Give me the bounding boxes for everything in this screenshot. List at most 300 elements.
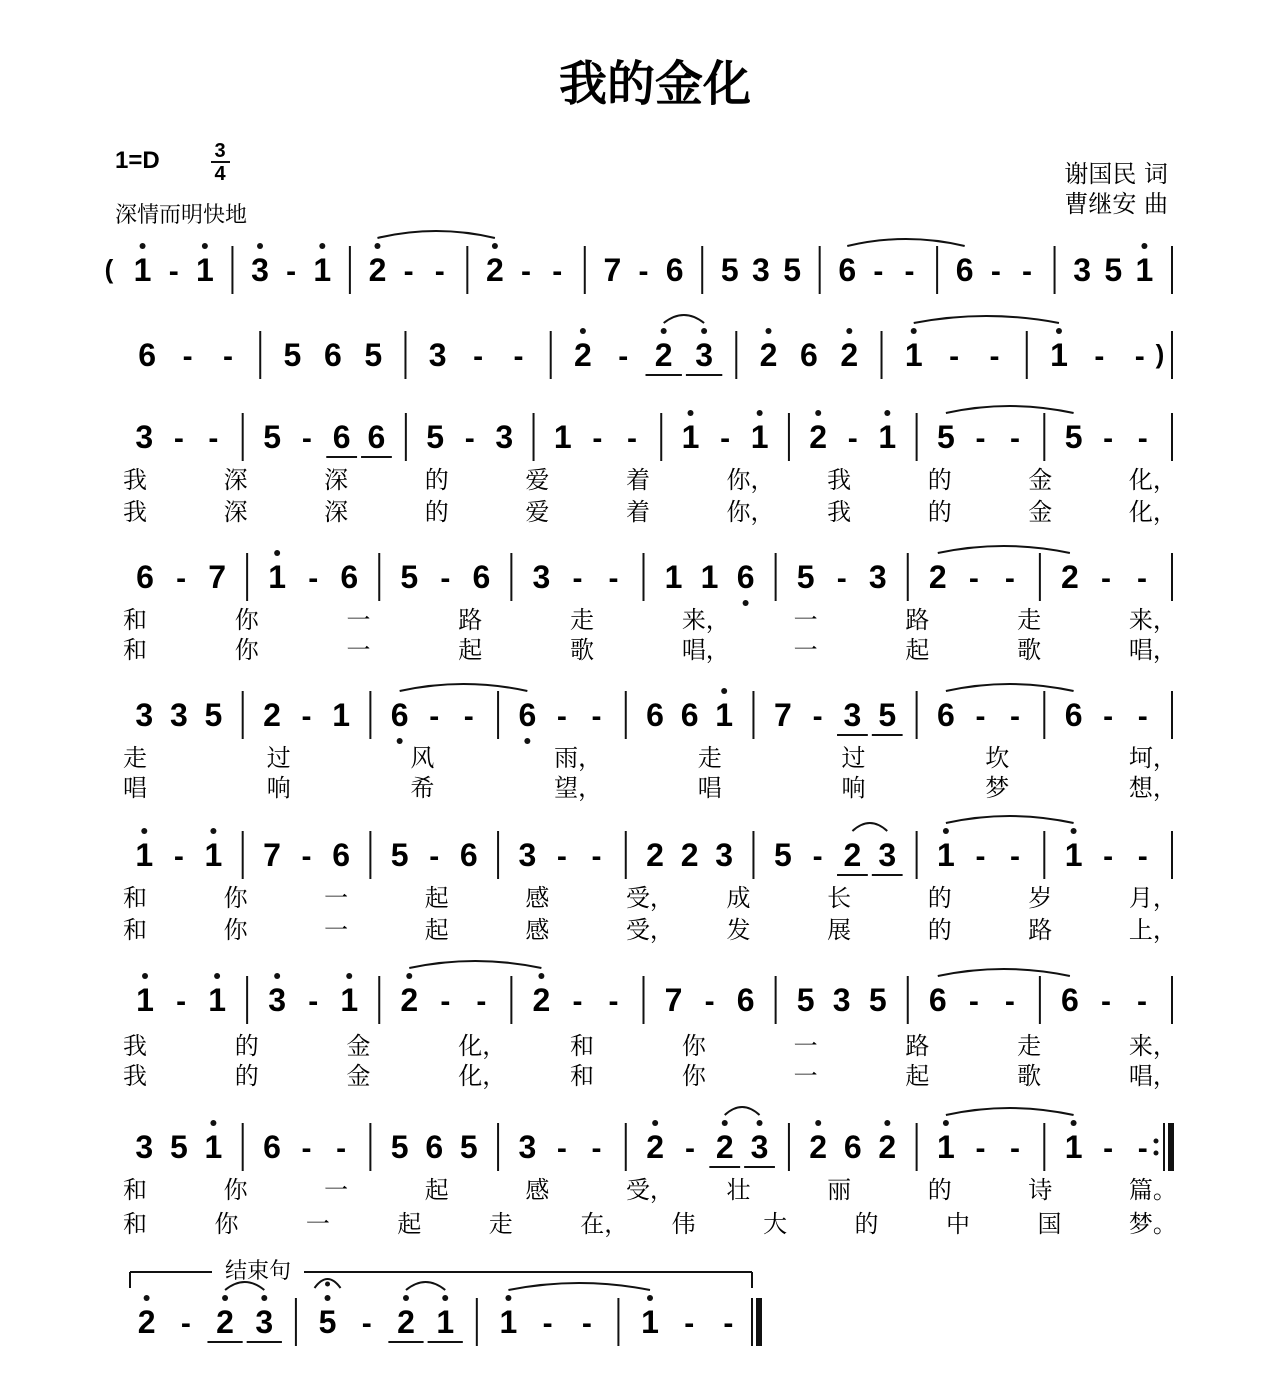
note: 3 — [532, 559, 551, 595]
high-dot — [757, 410, 763, 416]
tie-slur — [946, 684, 1074, 691]
lyric-char: 起 — [424, 884, 449, 912]
lyric-char: 的 — [424, 466, 449, 494]
high-dot — [144, 1295, 150, 1301]
dash-note: - — [473, 340, 484, 373]
high-dot — [721, 688, 727, 694]
lyric-char: 金 — [346, 1032, 371, 1060]
note: 3 — [169, 697, 188, 733]
lyric-char: 发 — [726, 916, 751, 944]
high-dot — [202, 243, 208, 249]
lyric-char: 来， — [1128, 606, 1177, 634]
note: 7 — [263, 837, 281, 873]
lyric-char: 金 — [1028, 466, 1053, 494]
note: 5 — [783, 252, 801, 288]
high-dot — [701, 328, 707, 334]
note: 6 — [838, 252, 857, 288]
dash-note: - — [434, 255, 445, 288]
note: 6 — [459, 837, 478, 873]
dash-note: - — [308, 562, 319, 595]
lyric-char: 和 — [123, 1210, 147, 1238]
note: 2 — [137, 1304, 156, 1340]
dash-note: - — [301, 1132, 312, 1165]
high-dot — [757, 1120, 763, 1126]
lyric-char: 你 — [681, 1032, 706, 1060]
note: 1 — [195, 252, 214, 288]
low-dot — [524, 738, 530, 744]
dash-note: - — [581, 1307, 592, 1340]
dash-note: - — [429, 700, 440, 733]
music-line — [138, 315, 1172, 379]
note: 2 — [1060, 559, 1079, 595]
note: 1 — [904, 337, 923, 373]
dash-note: - — [223, 340, 234, 373]
dash-note: - — [1021, 255, 1032, 288]
high-dot — [846, 328, 852, 334]
fermata-dot — [325, 1282, 330, 1287]
lyric-char: 你， — [726, 498, 775, 526]
note: 5 — [263, 419, 281, 455]
lyric-char: 伟 — [671, 1210, 696, 1238]
lyric-char: 你 — [234, 606, 259, 634]
lyric-char: 路 — [1028, 916, 1053, 944]
dash-note: - — [556, 700, 567, 733]
lyric-char: 的 — [927, 498, 952, 526]
note: 5 — [390, 837, 409, 873]
lyric-char: 和 — [570, 1062, 595, 1090]
note: 6 — [736, 982, 755, 1018]
dash-note: - — [1100, 985, 1111, 1018]
dash-note: - — [301, 840, 312, 873]
note: 6 — [332, 837, 350, 873]
note: 3 — [255, 1304, 274, 1340]
dash-note: - — [521, 255, 532, 288]
note: 2 — [654, 337, 673, 373]
dash-note: - — [429, 840, 440, 873]
note: 2 — [368, 252, 387, 288]
dash-note: - — [286, 255, 297, 288]
music-lines — [105, 231, 1177, 1346]
dash-note: - — [1100, 562, 1111, 595]
dash-note: - — [1137, 700, 1148, 733]
high-dot — [403, 1295, 409, 1301]
note: 5 — [318, 1304, 337, 1340]
dash-note: - — [847, 422, 858, 455]
dash-note: - — [180, 1307, 191, 1340]
high-dot — [325, 1295, 331, 1301]
note: 3 — [868, 559, 887, 595]
dash-note: - — [608, 985, 619, 1018]
note: 3 — [518, 1129, 537, 1165]
repeat-dot — [1154, 1139, 1159, 1144]
dash-note: - — [1103, 422, 1114, 455]
song-title: 我的金化 — [558, 56, 752, 112]
lyric-char: 我 — [123, 466, 147, 494]
dash-note: - — [572, 985, 583, 1018]
note: 1 — [937, 1129, 955, 1165]
dash-note: - — [873, 255, 884, 288]
lyric-char: 唱 — [123, 774, 147, 802]
dash-note: - — [1010, 700, 1021, 733]
lyric-char: 和 — [123, 916, 147, 944]
lyric-char: 我 — [827, 498, 852, 526]
repeat-dot — [1154, 1151, 1159, 1156]
note: 1 — [878, 419, 897, 455]
dash-note: - — [1137, 1132, 1148, 1165]
lyric-char: 的 — [424, 498, 449, 526]
note: 2 — [759, 337, 778, 373]
dash-note: - — [463, 700, 474, 733]
lyric-char: 你 — [681, 1062, 706, 1090]
lyric-char: 金 — [346, 1062, 371, 1090]
dash-note: - — [476, 985, 487, 1018]
note: 3 — [495, 419, 514, 455]
lyric-char: 你， — [726, 466, 775, 494]
tie-slur — [377, 231, 494, 238]
note: 5 — [1104, 252, 1123, 288]
lyric-char: 的 — [854, 1210, 879, 1238]
dash-note: - — [1137, 840, 1148, 873]
lyric-char: 过 — [841, 744, 866, 772]
dash-note: - — [1103, 700, 1114, 733]
note: 2 — [843, 837, 862, 873]
high-dot — [274, 550, 280, 556]
note: 6 — [1060, 982, 1079, 1018]
high-dot — [214, 973, 220, 979]
note: 1 — [681, 419, 700, 455]
lyric-char: 我 — [827, 466, 852, 494]
lyric-char: 一 — [346, 606, 371, 634]
lyric-char: 走 — [123, 744, 147, 772]
note: 1 — [715, 697, 734, 733]
lyric-char: 展 — [827, 916, 852, 944]
tie-slur — [938, 546, 1070, 553]
dash-note: - — [626, 422, 637, 455]
tie-slur — [847, 239, 964, 246]
note: 5 — [400, 559, 419, 595]
tie-slur — [409, 961, 541, 968]
note: 5 — [426, 419, 445, 455]
dash-note: - — [591, 700, 602, 733]
high-dot — [765, 328, 771, 334]
note: 7 — [664, 982, 683, 1018]
tie-slur — [914, 316, 1059, 323]
note: 1 — [332, 697, 350, 733]
note: 3 — [251, 252, 269, 288]
lyric-char: 你 — [234, 636, 259, 664]
lyric-char: 你 — [214, 1210, 239, 1238]
note: 1 — [268, 559, 287, 595]
note: 2 — [680, 837, 699, 873]
dash-note: - — [592, 422, 603, 455]
lyric-char: 和 — [123, 884, 147, 912]
dash-note: - — [812, 700, 823, 733]
note: 2 — [216, 1304, 234, 1340]
note: 3 — [268, 982, 287, 1018]
high-dot — [1141, 243, 1147, 249]
note: 5 — [937, 419, 955, 455]
dash-note: - — [975, 840, 986, 873]
lyric-char: 雨， — [554, 744, 603, 772]
dash-note: - — [723, 1307, 734, 1340]
lyric-char: 一 — [793, 636, 818, 664]
lyric-char: 唱， — [1128, 1062, 1177, 1090]
lyric-char: 的 — [927, 1176, 952, 1204]
dash-note: - — [989, 340, 1000, 373]
high-dot — [261, 1295, 267, 1301]
lyric-char: 来， — [1128, 1032, 1177, 1060]
note: 3 — [715, 837, 734, 873]
tie-slur — [508, 1283, 650, 1290]
note: 1 — [135, 837, 154, 873]
lyric-char: 响 — [841, 774, 866, 802]
high-dot — [257, 243, 263, 249]
lyric-char: 受， — [625, 916, 674, 944]
lyric-char: 坎 — [985, 744, 1010, 772]
note: 3 — [518, 837, 537, 873]
high-dot — [346, 973, 352, 979]
lyric-char: 上， — [1128, 916, 1177, 944]
note: 5 — [1064, 419, 1083, 455]
tie-slur — [946, 1108, 1074, 1115]
lyric-char: 你 — [223, 1176, 248, 1204]
lyric-char: 起 — [905, 1062, 930, 1090]
note: 6 — [843, 1129, 862, 1165]
dash-note: - — [1010, 1132, 1021, 1165]
lyric-char: 的 — [234, 1062, 259, 1090]
high-dot — [505, 1295, 511, 1301]
lyric-char: 我 — [123, 1032, 147, 1060]
lyric-char: 起 — [397, 1210, 422, 1238]
dash-note: - — [173, 840, 184, 873]
dash-note: - — [975, 422, 986, 455]
dash-note: - — [684, 1132, 695, 1165]
note: 1 — [1064, 1129, 1083, 1165]
note: 5 — [796, 982, 815, 1018]
note: 3 — [135, 1129, 154, 1165]
lyric-char: 深 — [223, 466, 248, 494]
music-line — [123, 1107, 1177, 1238]
note: 1 — [204, 1129, 223, 1165]
high-dot — [274, 973, 280, 979]
note: 1 — [553, 419, 572, 455]
note: 1 — [208, 982, 227, 1018]
dash-note: - — [301, 700, 312, 733]
lyric-char: 着 — [625, 466, 650, 494]
music-line — [123, 684, 1177, 802]
lyric-char: 化， — [458, 1032, 507, 1060]
lyric-char: 月， — [1128, 884, 1177, 912]
note: 6 — [136, 559, 154, 595]
high-dot — [538, 973, 544, 979]
lyric-char: 走 — [697, 744, 722, 772]
tie-slur — [946, 816, 1074, 823]
note: 2 — [400, 982, 419, 1018]
note: 6 — [472, 559, 491, 595]
lyric-char: 来， — [681, 606, 730, 634]
note: 3 — [750, 1129, 769, 1165]
lyric-char: 望， — [554, 774, 603, 802]
dash-note: - — [542, 1307, 553, 1340]
lyric-char: 走 — [1017, 1032, 1042, 1060]
lyric-char: 一 — [324, 1176, 349, 1204]
dash-note: - — [968, 562, 979, 595]
lyric-char: 风 — [410, 744, 435, 772]
dash-note: - — [182, 340, 193, 373]
lyric-char: 坷， — [1128, 744, 1177, 772]
dash-note: - — [168, 255, 179, 288]
note: 1 — [204, 837, 223, 873]
dash-note: - — [1134, 340, 1145, 373]
high-dot — [688, 410, 694, 416]
lyric-char: 中 — [946, 1210, 971, 1238]
lyric-char: 爱 — [525, 498, 550, 526]
note: 6 — [425, 1129, 444, 1165]
high-dot — [815, 1120, 821, 1126]
music-line — [123, 546, 1177, 664]
note: 3 — [695, 337, 713, 373]
lyric-char: 丽 — [827, 1176, 852, 1204]
note: 5 — [878, 697, 897, 733]
lyric-char: 的 — [927, 884, 952, 912]
note: 1 — [136, 982, 154, 1018]
dash-note: - — [968, 985, 979, 1018]
tie-slur — [938, 969, 1070, 976]
lyric-char: 你 — [223, 884, 248, 912]
high-dot — [210, 1120, 216, 1126]
lyric-char: 路 — [905, 1032, 930, 1060]
note: 7 — [208, 559, 227, 595]
note: 1 — [1064, 837, 1083, 873]
note: 1 — [937, 837, 955, 873]
dash-note: - — [208, 422, 219, 455]
note: 6 — [928, 982, 947, 1018]
note: 2 — [532, 982, 551, 1018]
lyric-char: 感 — [525, 1176, 550, 1204]
note: 2 — [840, 337, 859, 373]
high-dot — [442, 1295, 448, 1301]
high-dot — [406, 973, 412, 979]
lyric-char: 受， — [625, 884, 674, 912]
dash-note: - — [440, 985, 451, 1018]
dash-note: - — [949, 340, 960, 373]
dash-note: - — [1136, 562, 1147, 595]
paren-mark: ) — [1155, 339, 1165, 369]
note: 1 — [499, 1304, 518, 1340]
high-dot — [492, 243, 498, 249]
tie-slur — [946, 406, 1074, 413]
lyric-char: 受， — [625, 1176, 674, 1204]
note: 6 — [367, 419, 386, 455]
tie-slur — [664, 315, 704, 323]
low-dot — [397, 738, 403, 744]
note: 6 — [646, 697, 664, 733]
lyric-char: 和 — [123, 636, 147, 664]
note: 3 — [843, 697, 862, 733]
high-dot — [943, 828, 949, 834]
high-dot — [884, 1120, 890, 1126]
dash-note: - — [704, 985, 715, 1018]
high-dot — [1071, 1120, 1077, 1126]
note: 1 — [664, 559, 683, 595]
lyric-char: 岁 — [1028, 884, 1053, 912]
note: 6 — [263, 1129, 281, 1165]
lyric-char: 走 — [570, 606, 595, 634]
note: 5 — [169, 1129, 188, 1165]
dash-note: - — [1010, 422, 1021, 455]
lyric-char: 深 — [324, 498, 349, 526]
high-dot — [222, 1295, 228, 1301]
high-dot — [911, 328, 917, 334]
note: 3 — [832, 982, 851, 1018]
lyric-char: 一 — [346, 636, 371, 664]
lyric-char: 梦。 — [1128, 1210, 1177, 1238]
lyric-char: 化， — [1128, 466, 1177, 494]
dash-note: - — [608, 562, 619, 595]
lyric-char: 化， — [458, 1062, 507, 1090]
dash-note: - — [591, 840, 602, 873]
dash-note: - — [1103, 840, 1114, 873]
note: 1 — [133, 252, 152, 288]
lyric-char: 路 — [458, 606, 483, 634]
ending-bracket — [130, 1259, 752, 1288]
note: 1 — [641, 1304, 659, 1340]
note: 5 — [283, 337, 302, 373]
note: 1 — [750, 419, 769, 455]
high-dot — [652, 1120, 658, 1126]
note: 5 — [773, 837, 792, 873]
note: 1 — [340, 982, 359, 1018]
dash-note: - — [308, 985, 319, 1018]
lyric-char: 篇。 — [1128, 1176, 1177, 1204]
high-dot — [141, 828, 147, 834]
lyric-char: 路 — [905, 606, 930, 634]
note: 3 — [135, 697, 154, 733]
lyric-char: 唱， — [1128, 636, 1177, 664]
music-line — [123, 816, 1177, 944]
dash-note: - — [556, 840, 567, 873]
high-dot — [140, 243, 146, 249]
note: 2 — [715, 1129, 734, 1165]
paren-mark: ( — [104, 254, 114, 284]
dash-note: - — [173, 422, 184, 455]
dash-note: - — [975, 700, 986, 733]
note: 1 — [1135, 252, 1154, 288]
dash-note: - — [990, 255, 1001, 288]
note: 6 — [340, 559, 359, 595]
dash-note: - — [684, 1307, 695, 1340]
note: 1 — [700, 559, 719, 595]
dash-note: - — [1137, 422, 1148, 455]
time-signature-top: 3 — [214, 140, 226, 162]
dash-note: - — [1103, 1132, 1114, 1165]
dash-note: - — [1010, 840, 1021, 873]
note: 6 — [955, 252, 974, 288]
key-signature: 1=D — [115, 147, 160, 174]
tie-slur — [400, 684, 528, 691]
lyric-char: 着 — [625, 498, 650, 526]
high-dot — [374, 243, 380, 249]
lyric-char: 诗 — [1028, 1176, 1053, 1204]
high-dot — [142, 973, 148, 979]
note: 3 — [135, 419, 154, 455]
dash-note: - — [904, 255, 915, 288]
note: 1 — [313, 252, 332, 288]
lyric-char: 你 — [223, 916, 248, 944]
note: 6 — [1064, 697, 1083, 733]
time-signature-bottom: 4 — [214, 163, 226, 185]
lyric-char: 走 — [1017, 606, 1042, 634]
